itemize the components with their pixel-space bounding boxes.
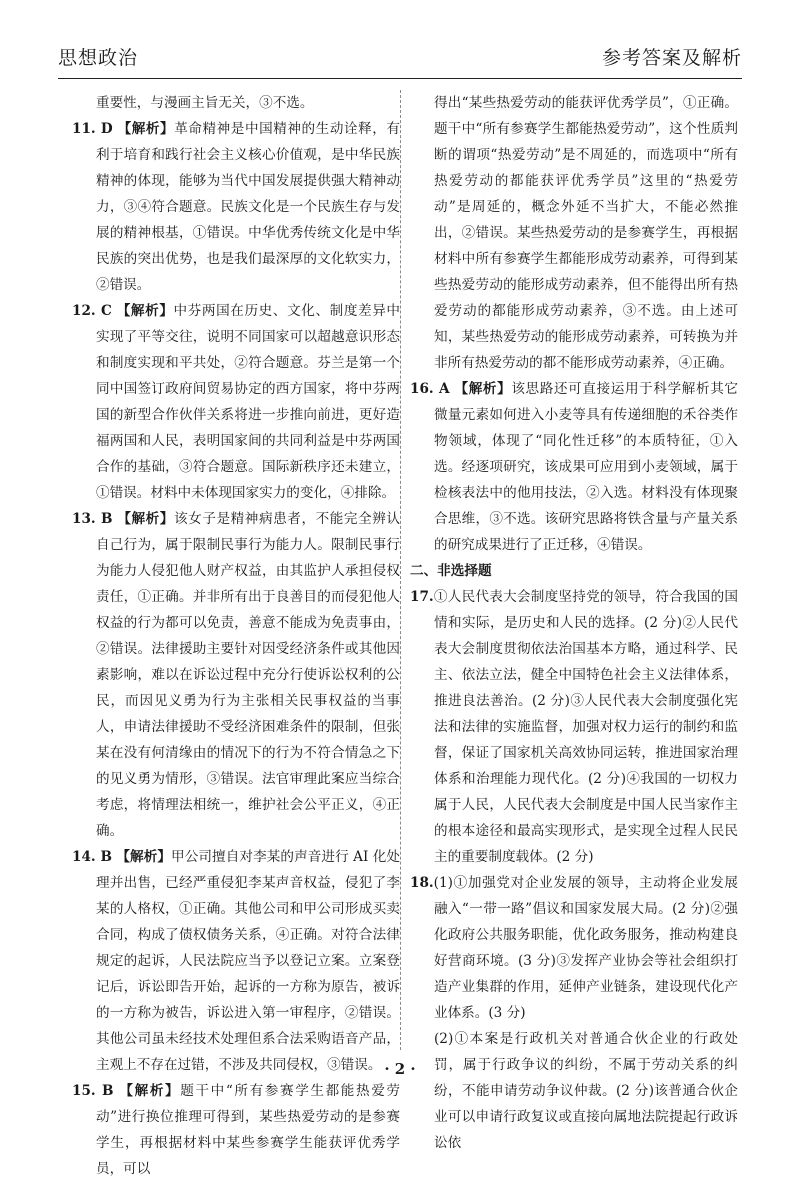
answer-number: 13. B: [72, 511, 113, 527]
continued-text: 重要性，与漫画主旨无关，③不选。: [96, 95, 314, 111]
answer-number: 15. B: [72, 1083, 114, 1099]
answer-14: [72, 844, 400, 1078]
answer-text: 该女子是精神病患者，不能完全辨认自己行为，属于限制民事行为能力人。限制民事行为能力人侵犯他人财产权益，由其监护人承担侵权责任，①正确。并非所有出于良善目的而侵犯他人权益的行为都可以免责，善意不能成为免责事由，②错误。法律援助主要针对因受经济条件或其他因素影响，难以在诉讼过程中充分行使诉讼权利的公民，而因见义勇为行为主张相关民事权益的当事人，申请法律援助不受经济困难条件的限制，但张某在没有何清缘由的情况下的行为不符合情急之下的见义勇为情形，③错误。法官审理此案应当综合考虑，将情理法相统一，维护社会公平正义，④正确。: [96, 511, 401, 839]
section-title: 参考答案及解析: [601, 47, 742, 69]
answer-text-part2: (2)①本案是行政机关对普通合伙企业的行政处罚，属于行政争议的纠纷，不属于劳动关系的纠纷，不能申请劳动争议仲裁。(2 分)该普通合伙企业可以申请行政复议或直接向属地法院提起行政诉讼依: [434, 1031, 738, 1151]
answer-13: [72, 506, 400, 844]
answer-text: 革命精神是中国精神的生动诠释，有利于培育和践行社会主义核心价值观，是中华民族精神的体现，能够为当代中国发展提供强大精神动力，③④符合题意。民族文化是一个民族生存与发展的精神根基，①错误。中华优秀传统文化是中华民族的突出优势，也是我们最深厚的文化软实力，②错误。: [96, 121, 401, 293]
answer-text: 甲公司擅自对李某的声音进行 AI 化处理并出售，已经严重侵犯李某声音权益，侵犯了李某的人格权，①正确。其他公司和甲公司形成买卖合同，构成了债权债务关系，④正确。对符合法律规定的起诉，人民法院应当予以登记立案。立案登记后，诉讼即告开始，起诉的一方称为原告，被诉的一方称为被告，诉讼进入第一审程序，②错误。其他公司虽未经技术处理但系合法采购语音产品，主观上不存在过错，不涉及共同侵权，③错误。: [96, 849, 401, 1073]
answer-number: 17.: [410, 589, 434, 605]
answer-12: [72, 298, 400, 506]
analysis-tag: 【解析】: [116, 849, 172, 865]
right-column: [410, 90, 738, 1156]
page-header: [58, 42, 742, 79]
answer-15-continued: 得出“某些热爱劳动的能获评优秀学员”，①正确。题干中“所有参赛学生都能热爱劳动”，这个性质判断的谓项“热爱劳动”是不周延的，而选项中“所有热爱劳动的都能获评优秀学员”这里的“热爱劳动”是周延的，概念外延不当扩大，不能必然推出，②错误。某些热爱劳动的是参赛学生，再根据材料中所有参赛学生都能形成劳动素养，可得到某些热爱劳动的能形成劳动素养，但不能得出所有热爱劳动的都能形成劳动素养，③不选。由上述可知，某些热爱劳动的能形成劳动素养，可转换为并非所有热爱劳动的都不能形成劳动素养，④正确。: [434, 95, 738, 371]
answer-16: [410, 376, 738, 558]
answer-18: [410, 870, 738, 1156]
answer-17: [410, 584, 738, 870]
analysis-tag: 【解析】: [117, 511, 174, 527]
analysis-tag: 【解析】: [116, 303, 174, 319]
answer-text: 中芬两国在历史、文化、制度差异中实现了平等交往，说明不同国家可以超越意识形态和制度实现和平共处，②符合题意。芬兰是第一个同中国签订政府间贸易协定的西方国家，将中芬两国的新型合作伙伴关系将进一步推向前进，更好造福两国和人民，表明国家间的共同利益是中芬两国合作的基础，③符合题意。国际新秩序还未建立，①错误。材料中未体现国家实力的变化，④排除。: [96, 303, 401, 501]
left-column: [72, 90, 400, 1182]
analysis-tag: 【解析】: [117, 121, 175, 137]
answer-number: 14. B: [72, 849, 112, 865]
answer-number: 11. D: [72, 121, 113, 137]
answer-text: ①人民代表大会制度坚持党的领导，符合我国的国情和实际，是历史和人民的选择。(2 分)②人民代表大会制度贯彻依法治国基本方略，通过科学、民主、依法立法，健全中国特色社会主义法律体系，推进良法善治。(2 分)③人民代表大会制度强化宪法和法律的实施监督，加强对权力运行的制约和监督，保证了国家机关高效协同运转，推进国家治理体系和治理能力现代化。(2 分)④我国的一切权力属于人民，人民代表大会制度是中国人民当家作主的根本途径和最高实现形式，是实现全过程人民民主的重要制度载体。(2 分): [433, 589, 738, 865]
answer-number: 16. A: [410, 381, 450, 397]
answer-11: [72, 116, 400, 298]
answer-15: [72, 1078, 400, 1182]
analysis-tag: 【解析】: [454, 381, 512, 397]
section-heading: 二、非选择题: [410, 563, 492, 579]
answer-number: 12. C: [72, 303, 112, 319]
answer-text: 题干中“所有参赛学生都能热爱劳动”进行换位推理可得到，某些热爱劳动的是参赛学生，再根据材料中某些参赛学生能获评优秀学员，可以: [96, 1083, 401, 1177]
answer-text: (1)①加强党对企业发展的领导，主动将企业发展融入“一带一路”倡议和国家发展大局。(2 分)②强化政府公共服务职能，优化政务服务，推动构建良好营商环境。(3 分)③发挥产业协会等社会组织打造产业集群的作用，延伸产业链条，建设现代化产业体系。(3 分): [433, 875, 738, 1021]
answer-text: 该思路还可直接运用于科学解析其它微量元素如何进入小麦等具有传递细胞的禾谷类作物领域，体现了“同化性迁移”的本质特征，①入选。经逐项研究，该成果可应用到小麦领域，属于检核表法中的他用技法，②入选。材料没有体现聚合思维，③不选。该研究思路将铁含量与产量关系的研究成果进行了正迁移，④错误。: [434, 381, 738, 553]
page-number: · 2 ·: [384, 1060, 416, 1078]
analysis-tag: 【解析】: [119, 1083, 181, 1099]
answer-number: 18.: [410, 875, 434, 891]
column-divider: [400, 90, 401, 1050]
subject-title: 思想政治: [58, 47, 139, 69]
